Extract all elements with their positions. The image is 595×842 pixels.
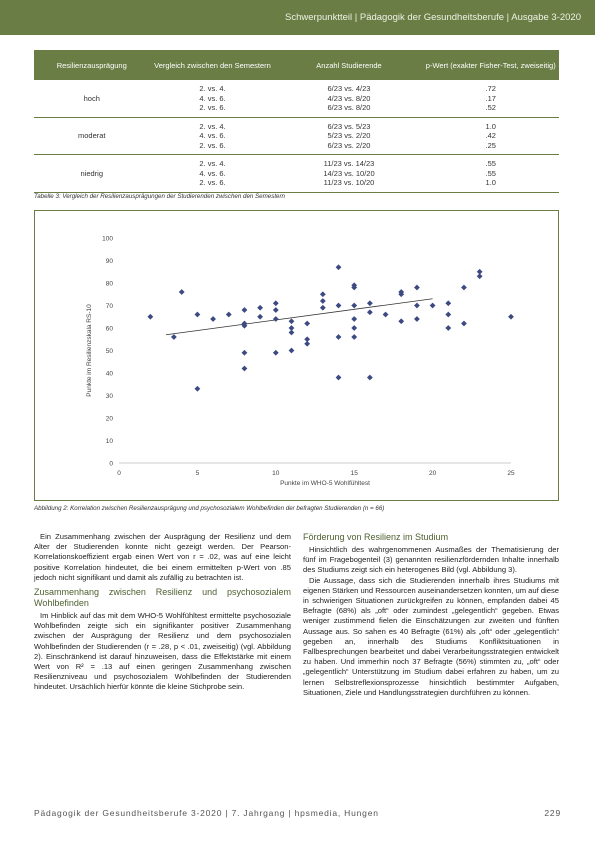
data-point: [414, 303, 420, 309]
y-tick-label: 10: [105, 438, 113, 445]
left-column: [34, 532, 291, 693]
data-point: [289, 325, 295, 331]
data-point: [477, 273, 483, 279]
data-point: [336, 264, 342, 270]
data-point: [273, 350, 279, 356]
y-axis-label: Punkte im Resilienzskala RS-10: [86, 304, 93, 397]
table-cell-group: niedrig: [34, 155, 150, 193]
table-row: [34, 117, 559, 155]
data-point: [445, 300, 451, 306]
data-point: [210, 316, 216, 322]
data-point: [351, 325, 357, 331]
data-point: [226, 312, 232, 318]
data-point: [398, 318, 404, 324]
data-point: [273, 316, 279, 322]
table-header-cell: Resilienzausprägung: [34, 50, 150, 80]
data-point: [461, 285, 467, 291]
paragraph: Ein Zusammenhang zwischen der Ausprägung der Resilienz und dem Alter der Studierenden konnte nicht gezeigt werden. Der Pearson-Korrelationskoeffizient ergab einen Wert von r = .02, was auf eine leicht positive Korrelation hindeutet, die bei einem ermittelten p-Wert von .85 jedoch nicht signifikant und damit als zufällig zu betrachten ist.: [34, 532, 291, 582]
data-point: [461, 321, 467, 327]
table-cell-group: hoch: [34, 80, 150, 117]
table-cell-comparisons: 2. vs. 4. 4. vs. 6. 2. vs. 6.: [150, 117, 276, 155]
y-tick-label: 40: [105, 370, 113, 378]
table-cell-counts: 11/23 vs. 14/23 14/23 vs. 10/20 11/23 vs. 10/20: [276, 155, 423, 193]
data-point: [304, 321, 310, 327]
table-header-cell: p-Wert (exakter Fisher-Test, zweiseitig): [423, 50, 560, 80]
footer-journal: Pädagogik der Gesundheitsberufe 3-2020 | 7. Jahrgang | hpsmedia, Hungen: [34, 808, 379, 818]
y-tick-label: 30: [105, 393, 113, 400]
data-point: [242, 307, 248, 313]
table-row: [34, 80, 559, 117]
y-tick-label: 70: [105, 303, 113, 310]
table-caption: Tabelle 3: Vergleich der Resilienzausprägungen der Studierenden zwischen den Semestern: [34, 193, 285, 200]
table-cell-pvalues: .72 .17 .52: [423, 80, 560, 117]
data-point: [367, 375, 373, 381]
page-number: 229: [544, 808, 561, 818]
table-cell-pvalues: .55 .55 1.0: [423, 155, 560, 193]
paragraph: Die Aussage, dass sich die Studierenden innerhalb ihres Studiums mit eigenen Stärken und Ressourcen auseinandersetzen konnten, um auf diese in schwierigen Situationen zurückgreifen zu können, empfanden dabei 45 Befragte (68%) als „oft“ oder zumindest „gelegentlich“ gegeben. Etwas weniger zustimmend fielen die Einschätzungen zur zweiten und fünften Aussage aus. So sahen es 40 Befragte (61%) als „oft“ oder „gelegentlich“ gegeben an, innerhalb des Studiums Konfliktsituationen in Fallbesprechungen bearbeitet und dabei Verarbeitungsstrategien entwickelt zu haben. Und immerhin noch 37 Befragte (56%) stimmten zu, „oft“ oder „gelegentlich“ Unterstützung im Studium dabei erfahren zu haben, um zu lernen Selbstreflexionsprozesse hinsichtlich bestimmter Aufgaben, Situationen, Ziele und Handlungsstrategien durchführen zu können.: [303, 575, 559, 697]
data-point: [289, 318, 295, 324]
data-point: [336, 375, 342, 381]
scatter-chart: [35, 211, 560, 502]
data-point: [273, 307, 279, 313]
data-point: [242, 350, 248, 356]
data-point: [304, 336, 310, 342]
y-tick-label: 90: [105, 258, 113, 265]
data-point: [320, 291, 326, 297]
data-point: [445, 325, 451, 331]
table-cell-comparisons: 2. vs. 4. 4. vs. 6. 2. vs. 6.: [150, 80, 276, 117]
data-point: [508, 314, 514, 320]
y-tick-label: 100: [102, 235, 113, 243]
y-tick-label: 20: [105, 415, 113, 423]
y-tick-label: 0: [109, 460, 113, 468]
x-tick-label: 20: [428, 470, 437, 477]
section-heading: Förderung von Resilienz im Studium: [303, 532, 449, 542]
scatter-chart-frame: [34, 210, 559, 501]
right-column: [303, 532, 559, 698]
x-tick-label: 25: [507, 470, 515, 477]
data-point: [195, 386, 201, 392]
data-point: [147, 314, 153, 320]
table-header-cell: Vergleich zwischen den Semestern: [150, 50, 276, 80]
table-cell-counts: 6/23 vs. 5/23 5/23 vs. 2/20 6/23 vs. 2/20: [276, 117, 423, 155]
paragraph: Hinsichtlich des wahrgenommenen Ausmaßes der Thematisierung der fünf im Fragebogenteil (3) genannten resilienzfördernden Inhalte innerhalb des Studiums zeigt sich ein heterogenes Bild (vgl. Abbildung 3).: [303, 545, 559, 575]
trend-line: [166, 299, 433, 335]
x-tick-label: 0: [117, 470, 121, 477]
data-point: [336, 303, 342, 309]
data-point: [179, 289, 185, 295]
table-cell-pvalues: 1.0 .42 .25: [423, 117, 560, 155]
data-point: [367, 300, 373, 306]
x-tick-label: 15: [350, 470, 358, 477]
table-header-row: [34, 50, 559, 80]
data-point: [242, 366, 248, 372]
data-point: [414, 316, 420, 322]
data-point: [195, 312, 201, 318]
data-point: [289, 348, 295, 354]
data-point: [351, 316, 357, 322]
data-point: [414, 285, 420, 291]
page-footer: [34, 808, 561, 820]
y-tick-label: 60: [105, 325, 113, 333]
data-point: [257, 314, 263, 320]
figure-caption: Abbildung 2: Korrelation zwischen Resilienzausprägung und psychosozialem Wohlbefinden der befragten Studierenden (n = 66): [34, 505, 385, 512]
data-point: [351, 334, 357, 340]
paragraph: Im Hinblick auf das mit dem WHO-5 Wohlfühltest ermittelte psychosoziale Wohlbefinden zeigte sich ein signifikanter positiver Zusammenhang zwischen der Ausprägung der Resilienz und dem psychosozialen Wohlbefinden der Studierenden (r = .28, p < .01, zweiseitig) (vgl. Abbildung 2). Einschränkend ist darauf hinzuweisen, dass die Effektstärke mit einem Wert von R² = .13 auf einen geringen Zusammenhang zwischen Resilienzniveau und psychosozialem Wohlbefinden der Studierenden hindeutet. Ursächlich hierfür könnte die kleine Stichprobe sein.: [34, 611, 291, 692]
table-cell-group: moderat: [34, 117, 150, 155]
data-point: [430, 303, 436, 309]
table-cell-counts: 6/23 vs. 4/23 4/23 vs. 8/20 6/23 vs. 8/20: [276, 80, 423, 117]
data-point: [445, 312, 451, 318]
table-row: [34, 155, 559, 193]
data-point: [257, 305, 263, 311]
table-cell-comparisons: 2. vs. 4. 4. vs. 6. 2. vs. 6.: [150, 155, 276, 193]
x-tick-label: 10: [272, 470, 280, 477]
data-point: [320, 298, 326, 304]
table-header-cell: Anzahl Studierende: [276, 50, 423, 80]
x-tick-label: 5: [195, 470, 200, 477]
data-point: [383, 312, 389, 318]
resilience-table: [34, 50, 559, 193]
section-heading: Zusammenhang zwischen Resilienz und psychosozialem Wohlbefinden: [34, 587, 291, 609]
data-point: [367, 309, 373, 315]
data-point: [351, 303, 357, 309]
data-point: [336, 334, 342, 340]
y-tick-label: 80: [105, 280, 113, 288]
data-point: [171, 334, 177, 340]
header-band: [0, 0, 595, 35]
y-tick-label: 50: [105, 348, 113, 355]
data-point: [273, 300, 279, 306]
data-point: [320, 305, 326, 311]
running-header: Schwerpunktteil | Pädagogik der Gesundheitsberufe | Ausgabe 3-2020: [285, 12, 581, 23]
x-axis-label: Punkte im WHO-5 Wohlfühltest: [280, 480, 370, 487]
